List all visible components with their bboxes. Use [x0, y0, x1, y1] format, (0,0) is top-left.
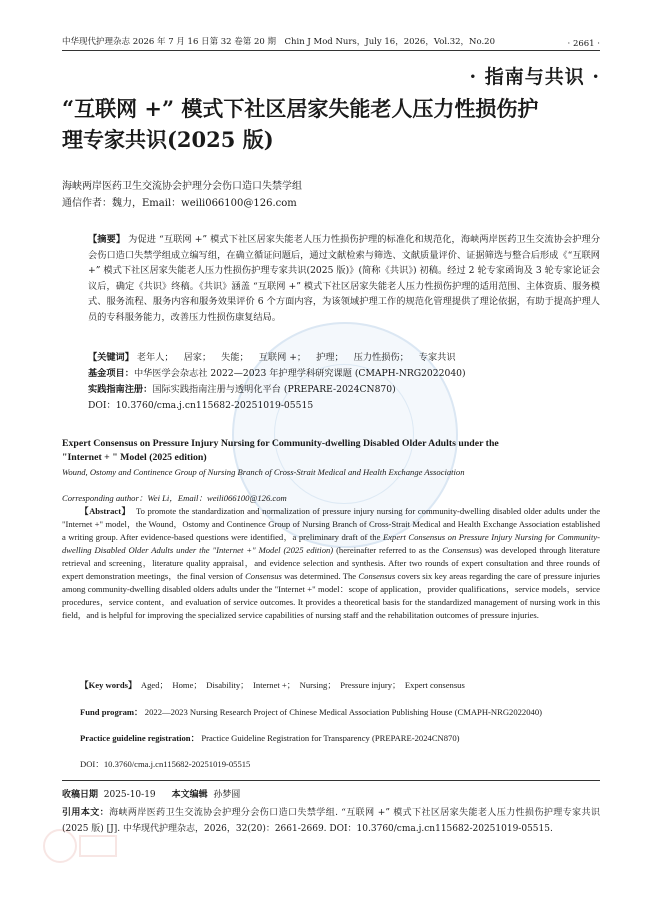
registration-label: 实践指南注册：: [88, 384, 153, 395]
english-abstract: [62, 505, 600, 622]
author-group: 海峡两岸医药卫生交流协会护理分会伤口造口失禁学组: [62, 181, 302, 192]
keyword-list: [137, 352, 466, 363]
en-abstract-text-2: (hereinafter referred to as the: [333, 545, 443, 556]
en-fund-label: Fund program：: [80, 707, 143, 717]
chinese-fund: [88, 366, 600, 381]
article-title: “互联网 +” 模式下社区居家失能老人压力性损伤护理专家共识(2025 版): [62, 96, 539, 152]
editor-name: 孙梦圆: [213, 790, 241, 800]
en-fund-text: 2022—2023 Nursing Research Project of Chinese Medical Association Publishing House (CMAPH-NRG2022040): [144, 707, 542, 717]
chinese-keywords: [88, 350, 600, 366]
citation: [62, 806, 600, 837]
received-date: 2025-10-19: [103, 790, 156, 800]
en-abstract-label: 【Abstract】: [80, 506, 131, 516]
fund-label: 基金项目：: [88, 368, 134, 379]
en-consensus-short-2: Consensus: [245, 571, 282, 582]
received-label: 收稿日期: [62, 790, 99, 800]
keyword-term: 互联网 +；: [258, 352, 307, 363]
en-abstract-text-3: ) was developed through literature retrieval and screening，literature quality appraisal，and evidence selection and synthesis. After two rounds of expert consultation and three rounds of expert demonstration meetings，the final version of: [62, 545, 600, 582]
header-rule: [62, 50, 600, 51]
english-corresponding-author: Corresponding author：Wei Li，Email：weili066100@126.com: [62, 493, 287, 503]
english-keywords: [62, 679, 600, 692]
corresponding-author: 通信作者：魏力，Email：weili066100@126.com: [62, 198, 297, 209]
en-keywords-label: 【Key words】: [80, 680, 137, 690]
keyword-term: 护理；: [316, 352, 344, 363]
running-header: [62, 36, 600, 50]
keywords-label: 【关键词】: [88, 352, 134, 363]
abstract-text: 为促进 “互联网 +” 模式下社区居家失能老人压力性损伤护理的标准化和规范化，海峡两岸医药卫生交流协会护理分会伤口造口失禁学组成立编写组，在确立循证问题后，通过文献检索与筛选、文献质量评价、证据筛选与整合后形成《“互联网 +” 模式下社区居家失能老人压力性损伤护理专家共识(2025 版)》(简称《共识》) 初稿。经过 2 轮专家函询及 3 轮专家论证会议后，确定《共识》终稿。《共识》涵盖 “互联网 +” 模式下社区居家失能老人压力性损伤护理的适用范围、主体资质、服务模式、服务流程、服务内容和服务效果评价 6 个方面内容，为该领域护理工作的规范化管理提供了理论依据，有助于提高护理人员的专科服务能力，改善压力性损伤康复结局。: [88, 234, 601, 323]
abstract-label: 【摘要】: [88, 234, 126, 245]
cite-text: 海峡两岸医药卫生交流协会护理分会伤口造口失禁学组. “互联网 +” 模式下社区居家失能老人压力性损伤护理专家共识 (2025 版) [J]. 中华现代护理杂志，2026，32(20)：2661-2669. DOI：10.3760/cma.j.cn115682-20251019-05515.: [62, 808, 600, 834]
en-registration-text: Practice Guideline Registration for Transparency (PREPARE-2024CN870): [201, 733, 460, 743]
journal-citation-line: 中华现代护理杂志 2026 年 7 月 16 日第 32 卷第 20 期 Chin J Mod Nurs，July 16，2026，Vol.32，No.20: [62, 37, 495, 47]
en-abstract-text-5: covers six key areas regarding the care of pressure injuries among community-dwelling disabled olders adults under the "Internet +" model：scope of application，provider qualifications，service models，service procedures，service content，and evaluation of service outcomes. It provides a theoretical basis for the standardized management of nursing work in this field，and is helpful for improving the specialized service capabilities of nursing staff and the rehabilitation outcomes of pressure injuries.: [62, 571, 601, 621]
footer-rule: [62, 780, 600, 781]
fund-text: 中华医学会杂志社 2022—2023 年护理学科研究课题 (CMAPH-NRG2022040): [133, 368, 466, 379]
english-doi[interactable]: DOI：10.3760/cma.j.cn115682-20251019-05515: [80, 759, 251, 769]
registration-text: 国际实践指南注册与透明化平台 (PREPARE-2024CN870): [152, 384, 396, 395]
english-title: Expert Consensus on Pressure Injury Nursing for Community-dwelling Disabled Older Adults under the "Internet + " Model (2025 edition): [62, 438, 499, 463]
page-number: · 2661 ·: [567, 39, 600, 49]
en-consensus-short-3: Consensus: [358, 571, 396, 582]
chinese-abstract: [88, 232, 600, 326]
keyword-term: 老年人；: [136, 352, 174, 363]
english-fund: [62, 706, 600, 719]
keyword-term: 失能；: [221, 352, 249, 363]
received-line: [62, 789, 240, 802]
english-author-group: Wound, Ostomy and Continence Group of Nursing Branch of Cross-Strait Medical and Health Exchange Association: [62, 467, 465, 477]
keyword-term: 居家；: [183, 352, 212, 363]
en-consensus-title: Expert Consensus on Pressure Injury Nursing for Community-dwelling Disabled Older Adults under the "Internet +" Model (2025 edition): [62, 532, 601, 556]
section-label: · 指南与共识 ·: [469, 66, 600, 88]
cite-label: 引用本文：: [62, 808, 110, 818]
chinese-registration: [88, 382, 600, 397]
english-registration: [62, 732, 600, 745]
en-abstract-text-4: was determined. The: [281, 571, 359, 582]
en-keywords-text: Aged； Home； Disability； Internet +； Nursing； Pressure injury； Expert consensus: [140, 680, 465, 690]
editor-label: 本文编辑: [171, 790, 208, 800]
en-registration-label: Practice guideline registration：: [80, 733, 200, 743]
keyword-term: 专家共识: [418, 352, 456, 363]
en-abstract-text-1: To promote the standardization and normalization of pressure injury nursing for community-dwelling disabled older adults under the "Internet +" model，the Wound，Ostomy and Continence Group of Nursing Branch of Cross-Strait Medical and Health Exchange Association established a writing group. After evidence-based questions were identified，a preliminary draft of the: [62, 506, 601, 543]
chinese-doi[interactable]: DOI：10.3760/cma.j.cn115682-20251019-05515: [88, 400, 314, 411]
en-consensus-short-1: Consensus: [442, 545, 480, 556]
keyword-term: 压力性损伤；: [353, 352, 409, 363]
